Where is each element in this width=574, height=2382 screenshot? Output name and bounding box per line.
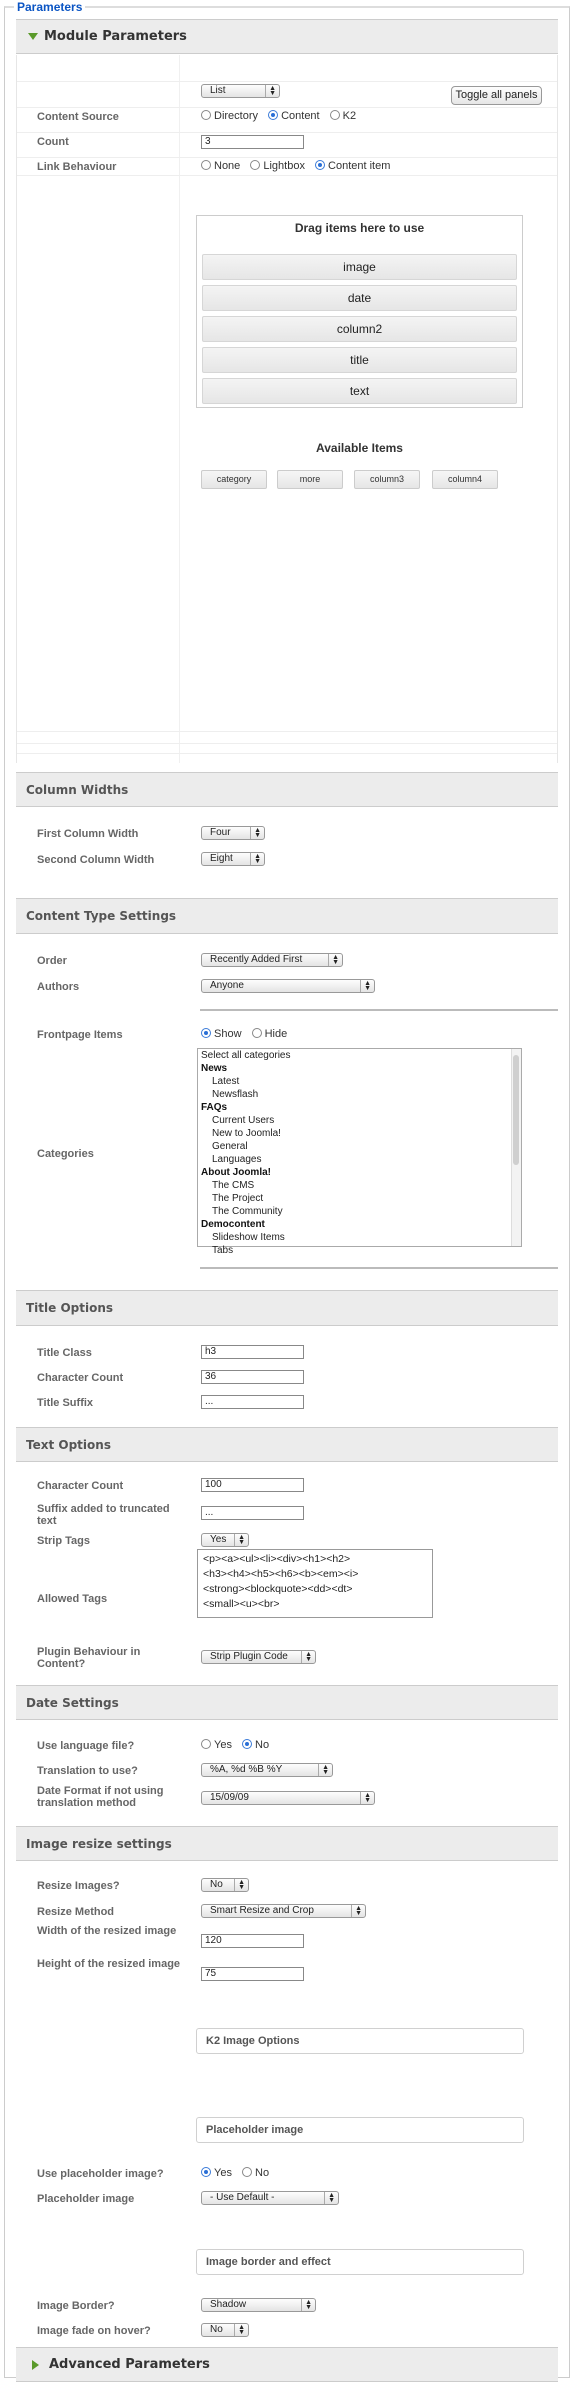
- radio-checked-icon: [201, 1028, 211, 1038]
- radio-checked-icon: [242, 1739, 252, 1749]
- available-item-category[interactable]: category: [201, 470, 267, 489]
- resize-method-select[interactable]: Smart Resize and Crop ▲ ▼: [201, 1904, 366, 1918]
- resize-images-select[interactable]: No ▲ ▼: [201, 1878, 249, 1892]
- select-arrows-icon: ▲ ▼: [238, 1880, 245, 1890]
- frontpage-items-label: Frontpage Items: [37, 1029, 123, 1041]
- radio-icon: [252, 1028, 262, 1038]
- drop-zone-title: Drag items here to use: [294, 221, 425, 235]
- category-option[interactable]: FAQs: [201, 1102, 228, 1113]
- category-option[interactable]: Newsflash: [212, 1089, 259, 1100]
- content-source-radios: [201, 110, 363, 122]
- select-arrows-icon: ▲ ▼: [238, 1535, 245, 1545]
- used-item-column2[interactable]: column2: [202, 316, 517, 342]
- select-arrows-icon: ▲ ▼: [364, 1793, 371, 1803]
- select-arrows-icon: ▲ ▼: [305, 1652, 312, 1662]
- translation-select[interactable]: %A, %d %B %Y ▲ ▼: [201, 1763, 333, 1777]
- radio-icon: [330, 110, 340, 120]
- layout-select[interactable]: List ▲ ▼: [201, 84, 280, 98]
- radio-directory[interactable]: Directory: [201, 110, 258, 122]
- select-arrows-icon: ▲ ▼: [364, 981, 371, 991]
- panel-title: Text Options: [26, 1437, 111, 1452]
- image-border-select[interactable]: Shadow ▲ ▼: [201, 2298, 316, 2312]
- available-item-column3[interactable]: column3: [354, 470, 420, 489]
- available-item-more[interactable]: more: [277, 470, 343, 489]
- link-behaviour-label: Link Behaviour: [37, 161, 117, 173]
- panel-title: Title Options: [26, 1301, 114, 1315]
- available-item-column4[interactable]: column4: [432, 470, 498, 489]
- title-class-label: Title Class: [37, 1347, 92, 1359]
- image-border-heading: Image border and effect: [196, 2249, 524, 2275]
- radio-no[interactable]: No: [242, 2167, 269, 2179]
- resize-images-label: Resize Images?: [37, 1880, 120, 1892]
- text-suffix-label: Suffix added to truncated text: [37, 1503, 170, 1527]
- frontpage-items-radios: [201, 1028, 294, 1040]
- category-option[interactable]: Slideshow Items: [212, 1232, 285, 1243]
- panel-image-resize-settings[interactable]: [16, 1826, 558, 1861]
- categories-listbox[interactable]: [197, 1048, 522, 1256]
- resize-width-input[interactable]: 120: [201, 1934, 304, 1948]
- content-source-label: Content Source: [37, 111, 119, 123]
- radio-lightbox[interactable]: Lightbox: [250, 160, 305, 172]
- category-option[interactable]: Tabs: [212, 1245, 234, 1256]
- allowed-tags-textarea[interactable]: <p><a><ul><li><div><h1><h2> <h3><h4><h5><h6><b><em><i> <strong><blockquote><dd><dt> <small><u><br>: [197, 1549, 433, 1618]
- second-column-width-select[interactable]: Eight ▲ ▼: [201, 852, 265, 866]
- authors-label: Authors: [37, 981, 80, 993]
- category-option[interactable]: New to Joomla!: [212, 1128, 281, 1139]
- allowed-tags-label: Allowed Tags: [37, 1593, 108, 1605]
- radio-yes[interactable]: Yes: [201, 2167, 232, 2179]
- use-placeholder-radios: [201, 2167, 276, 2179]
- panel-title: Date Settings: [26, 1695, 119, 1710]
- used-item-date[interactable]: date: [202, 285, 517, 311]
- k2-image-options-heading: K2 Image Options: [196, 2028, 524, 2054]
- authors-select[interactable]: Anyone ▲ ▼: [201, 979, 375, 993]
- image-border-label: Image Border?: [37, 2300, 115, 2312]
- count-input[interactable]: 3: [201, 135, 304, 149]
- link-behaviour-radios: [201, 160, 397, 172]
- radio-icon: [242, 2167, 252, 2177]
- use-placeholder-label: Use placeholder image?: [37, 2168, 164, 2180]
- used-item-title[interactable]: title: [202, 347, 517, 373]
- radio-k2[interactable]: K2: [330, 110, 356, 122]
- radio-yes[interactable]: Yes: [201, 1739, 232, 1751]
- select-arrows-icon: ▲ ▼: [269, 86, 276, 96]
- select-arrows-icon: ▲ ▼: [254, 828, 261, 838]
- radio-hide[interactable]: Hide: [252, 1028, 288, 1040]
- panel-title: Image resize settings: [26, 1836, 172, 1851]
- radio-content-item[interactable]: Content item: [315, 160, 390, 172]
- image-fade-label: Image fade on hover?: [37, 2325, 151, 2337]
- select-arrows-icon: ▲ ▼: [254, 854, 261, 864]
- title-class-input[interactable]: h3: [201, 1345, 304, 1359]
- order-select[interactable]: Recently Added First ▲ ▼: [201, 953, 343, 967]
- scrollbar-thumb[interactable]: [513, 1055, 519, 1165]
- use-language-file-radios: [201, 1739, 276, 1751]
- panel-title: Module Parameters: [44, 29, 187, 44]
- category-option[interactable]: Democontent: [201, 1219, 265, 1230]
- count-label: Count: [37, 136, 69, 148]
- panel-title: Column Widths: [26, 782, 129, 797]
- image-fade-select[interactable]: No ▲ ▼: [201, 2323, 249, 2337]
- first-column-width-label: First Column Width: [37, 828, 139, 840]
- panel-title-options[interactable]: [16, 1290, 558, 1326]
- radio-content[interactable]: Content: [268, 110, 320, 122]
- panel-module-parameters[interactable]: [16, 19, 558, 54]
- translation-label: Translation to use?: [37, 1765, 138, 1777]
- category-option[interactable]: General: [212, 1141, 248, 1152]
- panel-title: Advanced Parameters: [49, 2357, 210, 2372]
- used-item-text[interactable]: text: [202, 378, 517, 404]
- toggle-all-panels-button[interactable]: Toggle all panels: [451, 86, 542, 105]
- panel-advanced-parameters[interactable]: [16, 2347, 558, 2382]
- plugin-behaviour-label: Plugin Behaviour in Content?: [37, 1646, 141, 1670]
- radio-icon: [201, 110, 211, 120]
- plugin-behaviour-select[interactable]: Strip Plugin Code ▲ ▼: [201, 1650, 316, 1664]
- title-char-count-input[interactable]: 36: [201, 1370, 304, 1384]
- first-column-width-select[interactable]: Four ▲ ▼: [201, 826, 265, 840]
- category-option[interactable]: Latest: [212, 1076, 240, 1087]
- parameters-legend: Parameters: [14, 0, 85, 14]
- strip-tags-select[interactable]: Yes ▲ ▼: [201, 1533, 249, 1547]
- radio-checked-icon: [315, 160, 325, 170]
- radio-none[interactable]: None: [201, 160, 240, 172]
- resize-method-label: Resize Method: [37, 1906, 115, 1918]
- date-format-select[interactable]: 15/09/09 ▲ ▼: [201, 1791, 375, 1805]
- select-arrows-icon: ▲ ▼: [328, 2193, 335, 2203]
- text-char-count-label: Character Count: [37, 1480, 124, 1492]
- select-arrows-icon: ▲ ▼: [322, 1765, 329, 1775]
- title-suffix-input[interactable]: ...: [201, 1395, 304, 1409]
- text-suffix-input[interactable]: ...: [201, 1506, 304, 1520]
- expand-arrow-icon: [28, 33, 38, 40]
- category-option[interactable]: The Project: [212, 1193, 264, 1204]
- radio-icon: [201, 1739, 211, 1749]
- use-language-file-label: Use language file?: [37, 1740, 135, 1752]
- categories-label: Categories: [37, 1148, 94, 1160]
- select-arrows-icon: ▲ ▼: [305, 2300, 312, 2310]
- used-items-drop-zone[interactable]: [196, 215, 523, 408]
- category-option[interactable]: Languages: [212, 1154, 262, 1165]
- panel-column-widths[interactable]: [16, 772, 558, 807]
- select-arrows-icon: ▲ ▼: [238, 2325, 245, 2335]
- panel-title: Content Type Settings: [26, 909, 177, 923]
- select-arrows-icon: ▲ ▼: [332, 955, 339, 965]
- panel-text-options[interactable]: [16, 1427, 558, 1462]
- radio-icon: [201, 160, 211, 170]
- radio-icon: [250, 160, 260, 170]
- placeholder-image-label: Placeholder image: [37, 2193, 135, 2205]
- panel-date-settings[interactable]: [16, 1685, 558, 1720]
- resize-height-label: Height of the resized image: [37, 1958, 181, 1970]
- resize-width-label: Width of the resized image: [37, 1925, 177, 1937]
- resize-height-input[interactable]: 75: [201, 1967, 304, 1981]
- category-option[interactable]: The CMS: [212, 1180, 255, 1191]
- order-label: Order: [37, 955, 67, 967]
- radio-checked-icon: [268, 110, 278, 120]
- radio-no[interactable]: No: [242, 1739, 269, 1751]
- category-option[interactable]: About Joomla!: [201, 1167, 271, 1178]
- listbox-scrollbar[interactable]: [511, 1049, 521, 1246]
- title-suffix-label: Title Suffix: [37, 1397, 94, 1409]
- strip-tags-label: Strip Tags: [37, 1535, 90, 1547]
- title-char-count-label: Character Count: [37, 1372, 124, 1384]
- divider: [200, 1267, 558, 1269]
- panel-content-type-settings[interactable]: [16, 898, 558, 934]
- collapse-arrow-icon: [32, 2360, 39, 2370]
- category-option[interactable]: Select all categories: [201, 1050, 291, 1061]
- used-item-image[interactable]: image: [202, 254, 517, 280]
- second-column-width-label: Second Column Width: [37, 854, 155, 866]
- category-option[interactable]: The Community: [212, 1206, 283, 1217]
- placeholder-image-select[interactable]: - Use Default - ▲ ▼: [201, 2191, 339, 2205]
- date-format-label: Date Format if not using translation method: [37, 1785, 164, 1809]
- radio-checked-icon: [201, 2167, 211, 2177]
- divider: [200, 1009, 558, 1011]
- select-arrows-icon: ▲ ▼: [355, 1906, 362, 1916]
- placeholder-image-heading: Placeholder image: [196, 2117, 524, 2143]
- category-option[interactable]: Current Users: [212, 1115, 275, 1126]
- radio-show[interactable]: Show: [201, 1028, 242, 1040]
- category-option[interactable]: News: [201, 1063, 228, 1074]
- available-items-title: Available Items: [316, 441, 403, 455]
- text-char-count-input[interactable]: 100: [201, 1478, 304, 1492]
